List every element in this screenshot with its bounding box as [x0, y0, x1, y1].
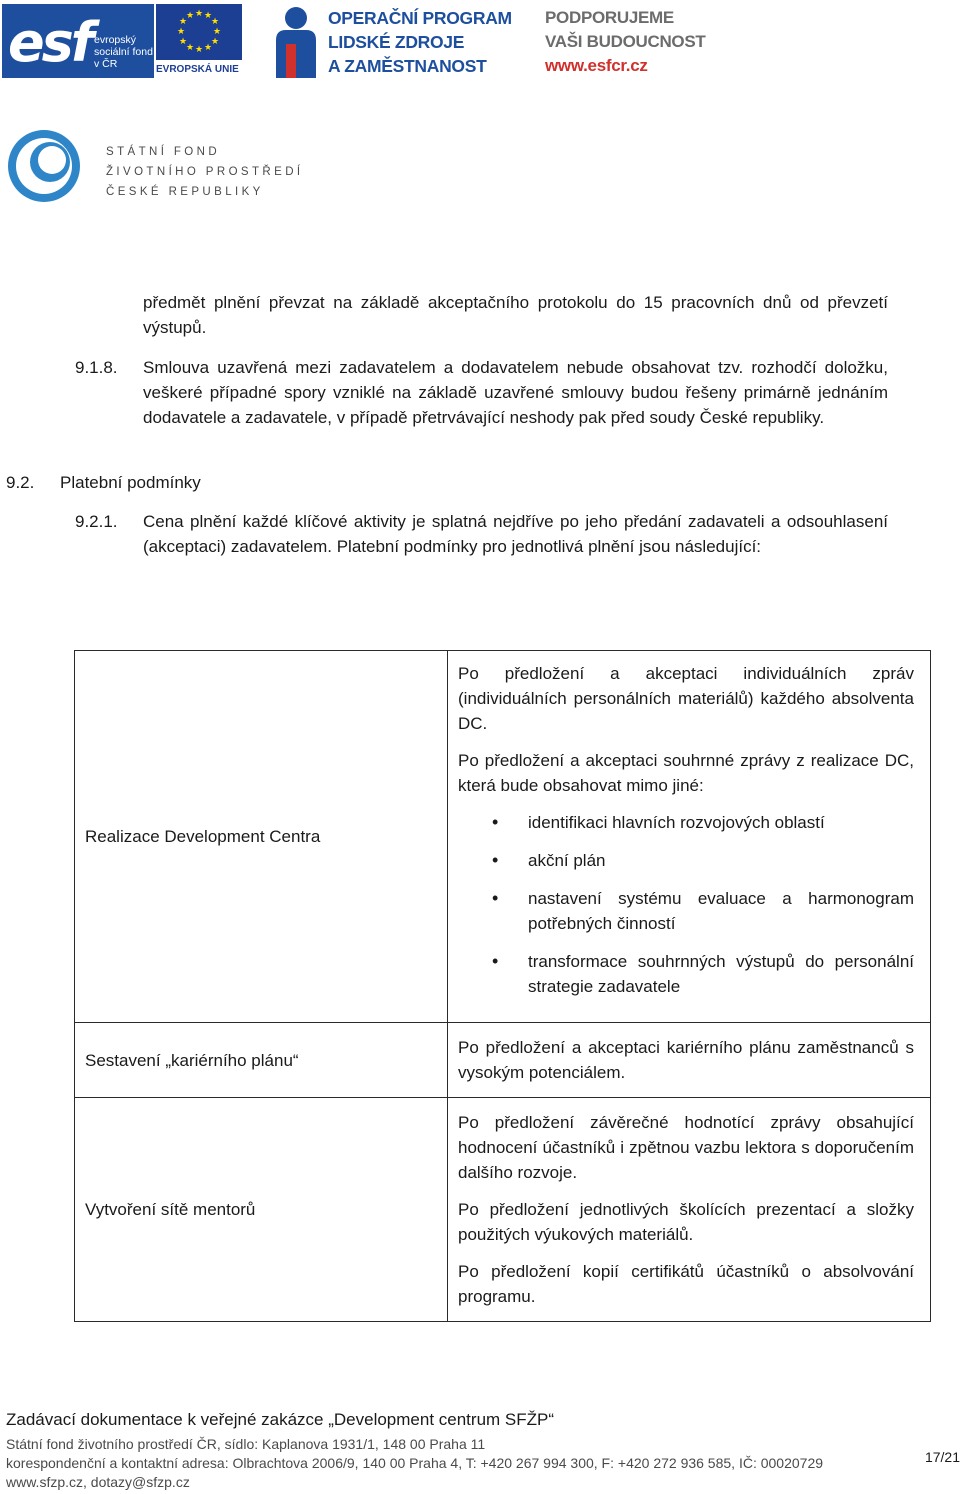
- op-lzz-logo-icon: [270, 4, 322, 78]
- svg-text:★: ★: [203, 11, 213, 21]
- section-9-2-title: Platební podmínky: [60, 473, 201, 492]
- eu-label: EVROPSKÁ UNIE: [156, 64, 239, 75]
- op-line-2: LIDSKÉ ZDROJE: [328, 32, 465, 52]
- header-logo-bar: [0, 0, 960, 84]
- op-lzz-text: [328, 6, 538, 78]
- table-row: [75, 651, 931, 1023]
- activity-cell: Vytvoření sítě mentorů: [75, 1098, 448, 1322]
- sfzp-logo-icon: [6, 128, 82, 204]
- support-line-2: VAŠI BUDOUCNOST: [545, 32, 706, 51]
- svg-text:★: ★: [210, 17, 220, 27]
- op-line-3: A ZAMĚSTNANOST: [328, 56, 487, 76]
- table-row: [75, 1023, 931, 1098]
- activity-cell: Sestavení „kariérního plánu“: [75, 1023, 448, 1098]
- condition-paragraph: Po předložení jednotlivých školících prezentací a složky použitých výukových materiálů.: [458, 1200, 914, 1244]
- conditions-cell: [448, 1023, 931, 1098]
- list-item: • transformace souhrnných výstupů do personální strategie zadavatele: [458, 949, 914, 999]
- condition-paragraph: Po předložení závěrečné hodnotící zprávy obsahující hodnocení účastníků i zpětnou vazbu lektora s doporučením dalšího rozvoje.: [458, 1113, 914, 1182]
- esf-logo-mark: esf: [8, 11, 92, 74]
- sfzp-line-3: ČESKÉ REPUBLIKY: [106, 186, 264, 198]
- item-9-2-1-text: Cena plnění každé klíčové aktivity je splatná nejdříve po jeho předání zadavateli a odsouhlasení (akceptaci) zadavatelem. Platební podmínky pro jednotlivá plnění jsou následující:: [143, 512, 888, 556]
- list-item: • akční plán: [458, 848, 914, 873]
- svg-text:★: ★: [212, 27, 222, 37]
- svg-text:★: ★: [185, 43, 195, 53]
- section-9-2-number: 9.2.: [6, 473, 35, 492]
- svg-text:★: ★: [178, 37, 188, 47]
- condition-paragraph: Po předložení a akceptaci souhrnné zprávy z realizace DC, která bude obsahovat mimo jiné:: [458, 751, 914, 795]
- support-text: [545, 6, 720, 78]
- esf-logo: [2, 4, 154, 78]
- support-url: www.esfcr.cz: [545, 56, 648, 75]
- eu-flag-icon: [156, 4, 242, 60]
- sfzp-logo-text: [106, 142, 326, 202]
- condition-paragraph: Po předložení a akceptaci kariérního plánu zaměstnanců s vysokým potenciálem.: [458, 1038, 914, 1082]
- svg-text:★: ★: [178, 17, 188, 27]
- item-9-1-8-text: Smlouva uzavřená mezi zadavatelem a dodavatelem nebude obsahovat tzv. rozhodčí doložku, veškeré případné spory vzniklé na základě uzavřené smlouvy budou řešeny primárně jednáním dodavatele a zadavatele, v případě přetrvávající neshody pak před soudy České republiky.: [143, 358, 888, 427]
- conditions-cell: [448, 1098, 931, 1322]
- esf-logo-text: evropský sociální fond v ČR: [94, 34, 153, 70]
- svg-text:★: ★: [194, 9, 204, 19]
- op-line-1: OPERAČNÍ PROGRAM: [328, 8, 512, 28]
- deliverables-list: [458, 810, 914, 999]
- sfzp-line-2: ŽIVOTNÍHO PROSTŘEDÍ: [106, 166, 304, 178]
- item-9-2-1-number: 9.2.1.: [75, 512, 118, 531]
- footer-document-title: Zadávací dokumentace k veřejné zakázce „Development centrum SFŽP“: [6, 1410, 555, 1429]
- svg-text:★: ★: [210, 37, 220, 47]
- svg-text:★: ★: [176, 27, 186, 37]
- footer-address-line: Státní fond životního prostředí ČR, sídlo: Kaplanova 1931/1, 148 00 Praha 11: [6, 1436, 486, 1452]
- svg-text:★: ★: [203, 43, 213, 53]
- condition-paragraph: Po předložení a akceptaci individuálních zpráv (individuálních personálních materiálů) každého absolventa DC.: [458, 664, 914, 733]
- table-row: [75, 1098, 931, 1322]
- list-item: • nastavení systému evaluace a harmonogram potřebných činností: [458, 886, 914, 936]
- conditions-cell: [448, 651, 931, 1023]
- svg-text:★: ★: [194, 45, 204, 55]
- footer-web-line: www.sfzp.cz, dotazy@sfzp.cz: [6, 1474, 190, 1490]
- item-9-1-8-number: 9.1.8.: [75, 358, 118, 377]
- list-item: • identifikaci hlavních rozvojových oblastí: [458, 810, 914, 835]
- payment-conditions-table: [74, 650, 931, 1322]
- continuation-paragraph: předmět plnění převzat na základě akceptačního protokolu do 15 pracovních dnů od převzetí výstupů.: [143, 293, 888, 337]
- footer-contact-line: korespondenční a kontaktní adresa: Olbrachtova 2006/9, 140 00 Praha 4, T: +420 267 994 300, F: +420 272 936 585, IČ: 00020729: [6, 1455, 824, 1471]
- support-line-1: PODPORUJEME: [545, 8, 674, 27]
- activity-cell: Realizace Development Centra: [75, 651, 448, 1023]
- condition-paragraph: Po předložení kopií certifikátů účastníků o absolvování programu.: [458, 1262, 914, 1306]
- sfzp-line-1: STÁTNÍ FOND: [106, 146, 221, 158]
- page-number: 17/21: [924, 1449, 960, 1465]
- svg-text:★: ★: [185, 11, 195, 21]
